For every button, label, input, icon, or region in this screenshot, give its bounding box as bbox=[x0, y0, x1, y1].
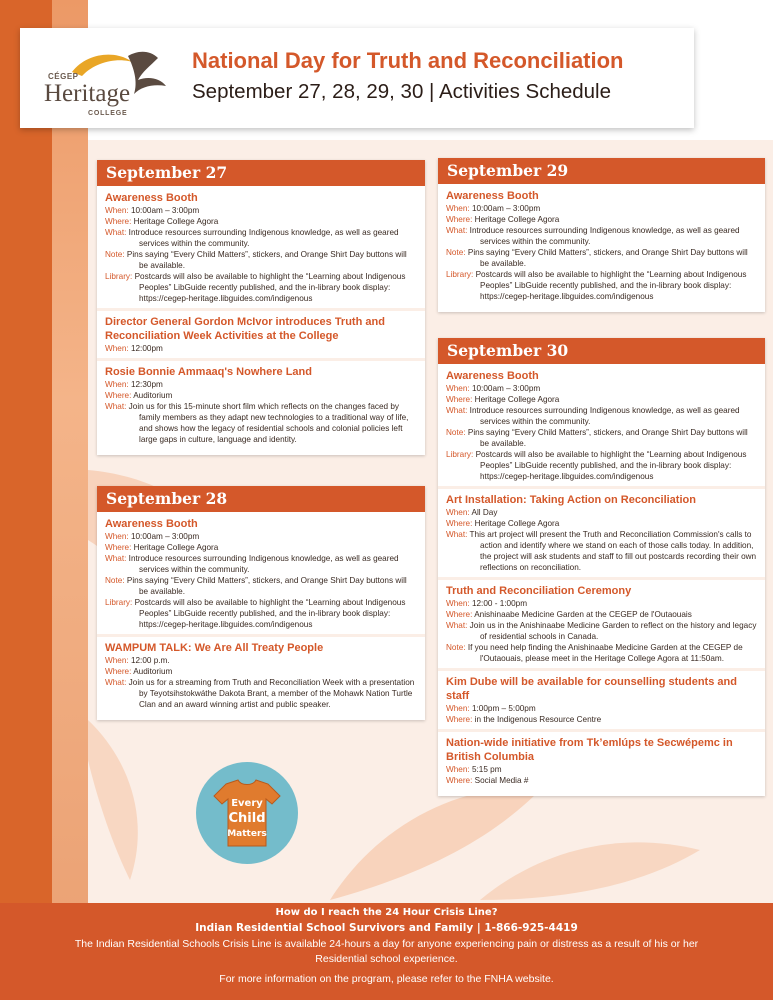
event-time: 12:00 p.m. bbox=[130, 656, 170, 665]
event-library: Postcards will also be available to highlight the “Learning about Indigenous Peoples” LibGuide recently published, and the in-library book display: https://cegep-heritage.libguides.com/indigenous bbox=[475, 450, 747, 481]
event-note: Pins saying “Every Child Matters”, stickers, and Orange Shirt Day buttons will be available. bbox=[467, 248, 748, 268]
event-title: Awareness Booth bbox=[446, 370, 539, 382]
orange-shirt-icon bbox=[196, 762, 298, 864]
what-label: What: bbox=[105, 228, 127, 237]
event-description: Introduce resources surrounding Indigenous knowledge, as well as geared services within the community. bbox=[469, 406, 740, 426]
what-label: What: bbox=[446, 406, 468, 415]
event-location: Heritage College Agora bbox=[474, 519, 560, 528]
note-label: Note: bbox=[446, 248, 466, 257]
event-location: Auditorium bbox=[133, 667, 173, 676]
september-27-section bbox=[97, 160, 425, 455]
event-title: Rosie Bonnie Ammaaq's Nowhere Land bbox=[105, 366, 312, 378]
event-title: WAMPUM TALK: We Are All Treaty People bbox=[105, 642, 324, 654]
day-heading: September 30 bbox=[438, 338, 765, 364]
day-heading: September 27 bbox=[97, 160, 425, 186]
crisis-line-footer bbox=[0, 903, 773, 1000]
event-title: Art Installation: Taking Action on Reconciliation bbox=[446, 494, 696, 506]
event-time: 1:00pm – 5:00pm bbox=[471, 704, 536, 713]
event-note: Pins saying “Every Child Matters”, stickers, and Orange Shirt Day buttons will be available. bbox=[126, 250, 407, 270]
where-label: Where: bbox=[446, 610, 473, 619]
note-label: Note: bbox=[105, 250, 125, 259]
what-label: What: bbox=[446, 226, 468, 235]
when-label: When: bbox=[446, 765, 470, 774]
event-time: 5:15 pm bbox=[471, 765, 502, 774]
badge-line-2: Child bbox=[228, 811, 266, 826]
event-title: Awareness Booth bbox=[446, 190, 539, 202]
event-location: in the Indigenous Resource Centre bbox=[474, 715, 602, 724]
when-label: When: bbox=[446, 384, 470, 393]
library-label: Library: bbox=[105, 272, 133, 281]
event-time: All Day bbox=[471, 508, 498, 517]
logo-heritage-text: Heritage bbox=[44, 80, 131, 107]
what-label: What: bbox=[446, 621, 468, 630]
september-29-section bbox=[438, 158, 765, 312]
library-label: Library: bbox=[105, 598, 133, 607]
when-label: When: bbox=[105, 656, 129, 665]
event-location: Heritage College Agora bbox=[133, 217, 219, 226]
event-location: Heritage College Agora bbox=[474, 395, 560, 404]
where-label: Where: bbox=[105, 391, 132, 400]
when-label: When: bbox=[446, 204, 470, 213]
event-location: Anishinaabe Medicine Garden at the CEGEP de l'Outaouais bbox=[474, 610, 692, 619]
awareness-booth-event bbox=[97, 190, 425, 308]
event-time: 10:00am – 3:00pm bbox=[471, 384, 541, 393]
when-label: When: bbox=[105, 380, 129, 389]
when-label: When: bbox=[105, 532, 129, 541]
event-time: 12:00pm bbox=[130, 344, 163, 353]
when-label: When: bbox=[446, 599, 470, 608]
event-location: Social Media # bbox=[474, 776, 529, 785]
page-title: National Day for Truth and Reconciliation bbox=[192, 48, 624, 73]
event-title: Nation-wide initiative from Tk’emlúps te Secwépemc in British Columbia bbox=[446, 737, 733, 763]
awareness-booth-event bbox=[438, 368, 765, 486]
event-description: Join us for this 15-minute short film which reflects on the changes faced by family members as they adapt new technologies to a traditional way of life, and shows how the legacy of residential schools and colonial policies left large gaps in culture, language and identity. bbox=[128, 402, 409, 444]
note-label: Note: bbox=[446, 643, 466, 652]
day-heading: September 28 bbox=[97, 486, 425, 512]
event-library: Postcards will also be available to highlight the “Learning about Indigenous Peoples” LibGuide recently published, and the in-library book display: https://cegep-heritage.libguides.com/indigenous bbox=[475, 270, 747, 301]
event-description: Introduce resources surrounding Indigenous knowledge, as well as geared services within the community. bbox=[128, 554, 399, 574]
logo-cegep-text: CÉGEP bbox=[48, 72, 79, 81]
event-title: Director General Gordon McIvor introduces Truth and Reconciliation Week Activities at the College bbox=[105, 316, 385, 342]
event-time: 10:00am – 3:00pm bbox=[130, 206, 200, 215]
where-label: Where: bbox=[105, 667, 132, 676]
event-description: This art project will present the Truth and Reconciliation Commission's calls to action and identify where we stand on each of those calls today. In addition, the project will ask students and staff to fill out postcards recording their own reflections on reconciliation. bbox=[469, 530, 757, 572]
event-note: Pins saying “Every Child Matters”, stickers, and Orange Shirt Day buttons will be available. bbox=[467, 428, 748, 448]
where-label: Where: bbox=[105, 543, 132, 552]
wampum-talk-event bbox=[97, 634, 425, 714]
when-label: When: bbox=[446, 704, 470, 713]
film-screening-event bbox=[97, 358, 425, 449]
event-location: Heritage College Agora bbox=[133, 543, 219, 552]
where-label: Where: bbox=[446, 395, 473, 404]
footer-description: The Indian Residential Schools Crisis Line is available 24-hours a day for anyone experiencing pain or distress as a result of his or her Residential school experience. bbox=[74, 938, 699, 965]
event-description: Join us for a streaming from Truth and Reconciliation Week with a presentation by Teyotsihstokwáthe Dakota Brant, a member of the Mohawk Nation Turtle Clan and an award winning artist and public speaker. bbox=[128, 678, 415, 709]
event-location: Auditorium bbox=[133, 391, 173, 400]
event-time: 10:00am – 3:00pm bbox=[471, 204, 541, 213]
where-label: Where: bbox=[446, 215, 473, 224]
event-library: Postcards will also be available to highlight the “Learning about Indigenous Peoples” LibGuide recently published, and the in-library book display: https://cegep-heritage.libguides.com/indigenous bbox=[134, 272, 406, 303]
footer-more-info: For more information on the program, please refer to the FNHA website. bbox=[219, 973, 554, 985]
event-description: Introduce resources surrounding Indigenous knowledge, as well as geared services within the community. bbox=[128, 228, 399, 248]
director-intro-event bbox=[97, 308, 425, 358]
event-time: 12:30pm bbox=[130, 380, 163, 389]
art-installation-event bbox=[438, 486, 765, 577]
event-description: Introduce resources surrounding Indigenous knowledge, as well as geared services within the community. bbox=[469, 226, 740, 246]
what-label: What: bbox=[105, 678, 127, 687]
what-label: What: bbox=[105, 554, 127, 563]
event-location: Heritage College Agora bbox=[474, 215, 560, 224]
footer-phone-line: Indian Residential School Survivors and Family | 1-866-925-4419 bbox=[195, 922, 578, 934]
footer-question: How do I reach the 24 Hour Crisis Line? bbox=[275, 907, 498, 918]
event-title: Kim Dube will be available for counselling students and staff bbox=[446, 676, 737, 702]
september-28-section bbox=[97, 486, 425, 720]
event-time: 10:00am – 3:00pm bbox=[130, 532, 200, 541]
counselling-event bbox=[438, 668, 765, 729]
where-label: Where: bbox=[446, 519, 473, 528]
what-label: What: bbox=[105, 402, 127, 411]
logo-college-text: COLLEGE bbox=[88, 110, 128, 117]
event-time: 12:00 - 1:00pm bbox=[471, 599, 528, 608]
event-description: Join us in the Anishinaabe Medicine Garden to reflect on the history and legacy of residential schools in Canada. bbox=[469, 621, 757, 641]
awareness-booth-event bbox=[438, 188, 765, 306]
when-label: When: bbox=[105, 344, 129, 353]
page-subtitle: September 27, 28, 29, 30 | Activities Schedule bbox=[192, 80, 611, 103]
when-label: When: bbox=[105, 206, 129, 215]
badge-line-3: Matters bbox=[227, 829, 267, 839]
ceremony-event bbox=[438, 577, 765, 668]
event-note: Pins saying “Every Child Matters”, stickers, and Orange Shirt Day buttons will be available. bbox=[126, 576, 407, 596]
september-30-section bbox=[438, 338, 765, 796]
where-label: Where: bbox=[446, 715, 473, 724]
library-label: Library: bbox=[446, 270, 474, 279]
library-label: Library: bbox=[446, 450, 474, 459]
event-title: Awareness Booth bbox=[105, 518, 198, 530]
note-label: Note: bbox=[446, 428, 466, 437]
awareness-booth-event bbox=[97, 516, 425, 634]
event-title: Awareness Booth bbox=[105, 192, 198, 204]
when-label: When: bbox=[446, 508, 470, 517]
header-banner bbox=[20, 28, 694, 128]
where-label: Where: bbox=[105, 217, 132, 226]
where-label: Where: bbox=[446, 776, 473, 785]
note-label: Note: bbox=[105, 576, 125, 585]
event-note: If you need help finding the Anishinaabe Medicine Garden at the CEGEP de l'Outaouais, please meet in the Heritage College Agora at 11:50am. bbox=[467, 643, 743, 663]
nation-wide-initiative-event bbox=[438, 729, 765, 790]
every-child-matters-badge bbox=[196, 762, 298, 864]
day-heading: September 29 bbox=[438, 158, 765, 184]
event-library: Postcards will also be available to highlight the “Learning about Indigenous Peoples” LibGuide recently published, and the in-library book display: https://cegep-heritage.libguides.com/indigenous bbox=[134, 598, 406, 629]
badge-line-1: Every bbox=[231, 798, 263, 809]
event-title: Truth and Reconciliation Ceremony bbox=[446, 585, 632, 597]
what-label: What: bbox=[446, 530, 468, 539]
